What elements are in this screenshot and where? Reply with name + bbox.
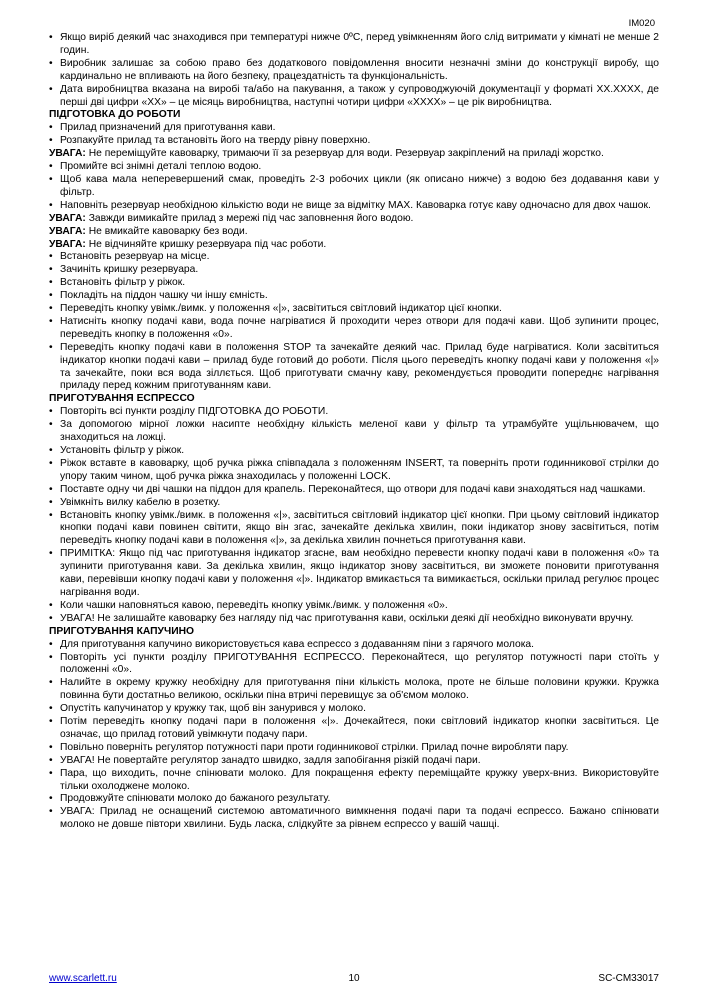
bullet-item: • Коли чашки наповняться кавою, переведіть кнопку увімк./вимк. у положення «0». — [49, 600, 659, 613]
bullet-item: • УВАГА! Не повертайте регулятор занадто швидко, задля запобігання різкій подачі пари. — [49, 755, 659, 768]
bullet-item: • Встановіть резервуар на місце. — [49, 251, 659, 264]
page-number: 10 — [348, 973, 360, 984]
warning-text: Не переміщуйте кавоварку, тримаючи її за резервуар для води. Резервуар закріплений на приладі жорстко. — [85, 148, 604, 160]
bullet-item: • Переведіть кнопку увімк./вимк. у положення «|», засвітиться світловий індикатор цієї кнопки. — [49, 303, 659, 316]
bullet-item: • Продовжуйте спінювати молоко до бажаного результату. — [49, 793, 659, 806]
bullet-item: • Пара, що виходить, почне спінювати молоко. Для покращення ефекту переміщайте кружку уверх-вниз. Використовуйте тільки охолоджене молоко. — [49, 768, 659, 794]
bullet-item: • Прилад призначений для приготування кави. — [49, 122, 659, 135]
bullet-item: • Натисніть кнопку подачі кави, вода почне нагріватися й проходити через отвори для подачі кави. Щоб зупинити процес, переведіть кнопку в положення «0». — [49, 316, 659, 342]
warning-label: УВАГА: — [49, 212, 86, 224]
warning-text: Не відчиняйте кришку резервуара під час роботи. — [85, 238, 327, 250]
model-number: SC-CM33017 — [598, 973, 659, 984]
bullet-item: • УВАГА: Прилад не оснащений системою автоматичного вимкнення подачі пари та подачі еспрессо. Бажано спінювати молоко не довше півтори хвилини. Будь ласка, слідкуйте за рівнем еспрессо у вашій чашці. — [49, 806, 659, 832]
warning-note — [49, 213, 659, 226]
warning-note — [49, 148, 659, 161]
bullet-item: • Покладіть на піддон чашку чи іншу ємність. — [49, 290, 659, 303]
warning-label: УВАГА: — [49, 148, 86, 160]
bullet-item: • Виробник залишає за собою право без додаткового повідомлення вносити незначні зміни до конструкції виробу, що кардинально не впливають на його безпеку, працездатність та функціональність. — [49, 58, 659, 84]
bullet-item: • Щоб кава мала неперевершений смак, проведіть 2-3 робочих цикли (як описано нижче) з водою без додавання кави у фільтр. — [49, 174, 659, 200]
warning-label: УВАГА: — [49, 238, 86, 250]
warning-text: Не вмикайте кавоварку без води. — [85, 225, 248, 237]
bullet-item: • Встановіть фільтр у ріжок. — [49, 277, 659, 290]
bullet-item: • Для приготування капучино використовується кава еспрессо з додаванням піни з гарячого молока. — [49, 639, 659, 652]
bullet-item: • За допомогою мірної ложки насипте необхідну кількість меленої кави у фільтр та утрамбуйте ущільнювачем, що знаходиться на ложці. — [49, 419, 659, 445]
bullet-item: • Промийте всі знімні деталі теплою водою. — [49, 161, 659, 174]
warning-label: УВАГА: — [49, 225, 86, 237]
bullet-item: • Переведіть кнопку подачі кави в положення STOP та зачекайте деякий час. Прилад буде нагріватися. Коли засвітиться індикатор кнопки подачі кави – прилад буде готовий до роботи. Після цього переведіть кнопку подачі кави у положення «|» та зачекайте, поки вся вода зіллється. Щоб приготувати смачну каву, рекомендується проводити попереднє нагрівання приладу перед кожним приготуванням кави. — [49, 342, 659, 394]
document-code: IM020 — [628, 18, 655, 29]
bullet-item: • Налийте в окрему кружку необхідну для приготування піни кількість молока, проте не більше половини кружки. Кружка повинна бути достатньо великою, оскільки піна втричі перевищує за об'ємом молоко. — [49, 677, 659, 703]
website-link[interactable]: www.scarlett.ru — [49, 973, 117, 984]
section-heading: ПРИГОТУВАННЯ ЕСПРЕССО — [49, 393, 195, 405]
bullet-item: • Встановіть кнопку увімк./вимк. в положення «|», засвітиться світловий індикатор цієї кнопки. При цьому світловий індикатор кнопки подачі кави повинен світити, якщо він згас, зачекайте декілька хвилин, поки індикатор знову засвітиться, потім переведіть кнопку подачі кави в положення «|», за декілька хвилин почнеться приготування кави. — [49, 510, 659, 549]
bullet-item: • Якщо виріб деякий час знаходився при температурі нижче 0ºC, перед увімкненням його слід витримати у кімнаті не менше 2 годин. — [49, 32, 659, 58]
bullet-item: • Розпакуйте прилад та встановіть його на тверду рівну поверхню. — [49, 135, 659, 148]
bullet-item: • Увімкніть вилку кабелю в розетку. — [49, 497, 659, 510]
bullet-item: • Повторіть усі пункти розділу ПРИГОТУВАННЯ ЕСПРЕССО. Переконайтеся, що регулятор потужності пари стоїть у положенні «0». — [49, 652, 659, 678]
warning-text: Завжди вимикайте прилад з мережі під час заповнення його водою. — [85, 212, 414, 224]
bullet-item: • УВАГА! Не залишайте кавоварку без нагляду під час приготування кави, оскільки деякі дії необхідно виконувати вручну. — [49, 613, 659, 626]
bullet-item: • Повільно поверніть регулятор потужності пари проти годинникової стрілки. Прилад почне виробляти пару. — [49, 742, 659, 755]
bullet-item: • Ріжок вставте в кавоварку, щоб ручка ріжка співпадала з положенням INSERT, та поверніть проти годинникової стрілки до упору таким чином, щоб ручка ріжка знаходилась у положенні LOCK. — [49, 458, 659, 484]
bullet-item: • Поставте одну чи дві чашки на піддон для крапель. Переконайтеся, що отвори для подачі кави знаходяться над чашками. — [49, 484, 659, 497]
section-heading: ПІДГОТОВКА ДО РОБОТИ — [49, 109, 181, 121]
bullet-item: • Дата виробництва вказана на виробі та/або на пакування, а також у супроводжуючій документації у форматі XX.XXXX, де перші дві цифри «XX» – це місяць виробництва, наступні чотири цифри «XXXX» – це рік виробництва. — [49, 84, 659, 110]
instruction-text — [49, 32, 659, 832]
bullet-item: • ПРИМІТКА: Якщо під час приготування індикатор згасне, вам необхідно перевести кнопку подачі кави в положення «0» та зупинити приготування кави. За декілька хвилин, якщо індикатор знову засвітиться, ви зможете поновити приготування кави, перевівши кнопку подачі кави у положення «|». Індикатор вмикається та вимикається, оскільки прилад регулює процес нагрівання води. — [49, 548, 659, 600]
warning-note — [49, 239, 659, 252]
warning-note — [49, 226, 659, 239]
page-footer — [49, 973, 659, 987]
bullet-item: • Установіть фільтр у ріжок. — [49, 445, 659, 458]
bullet-item: • Наповніть резервуар необхідною кількістю води не вище за відмітку MAX. Кавоварка готує каву одночасно для двох чашок. — [49, 200, 659, 213]
bullet-item: • Повторіть всі пункти розділу ПІДГОТОВКА ДО РОБОТИ. — [49, 406, 659, 419]
section-heading: ПРИГОТУВАННЯ КАПУЧИНО — [49, 625, 195, 637]
bullet-item: • Опустіть капучинатор у кружку так, щоб він занурився у молоко. — [49, 703, 659, 716]
bullet-item: • Потім переведіть кнопку подачі пари в положення «|». Дочекайтеся, поки світловий індикатор кнопки засвітиться. Це означає, що прилад готовий увімкнути подачу пари. — [49, 716, 659, 742]
bullet-item: • Зачиніть кришку резервуара. — [49, 264, 659, 277]
